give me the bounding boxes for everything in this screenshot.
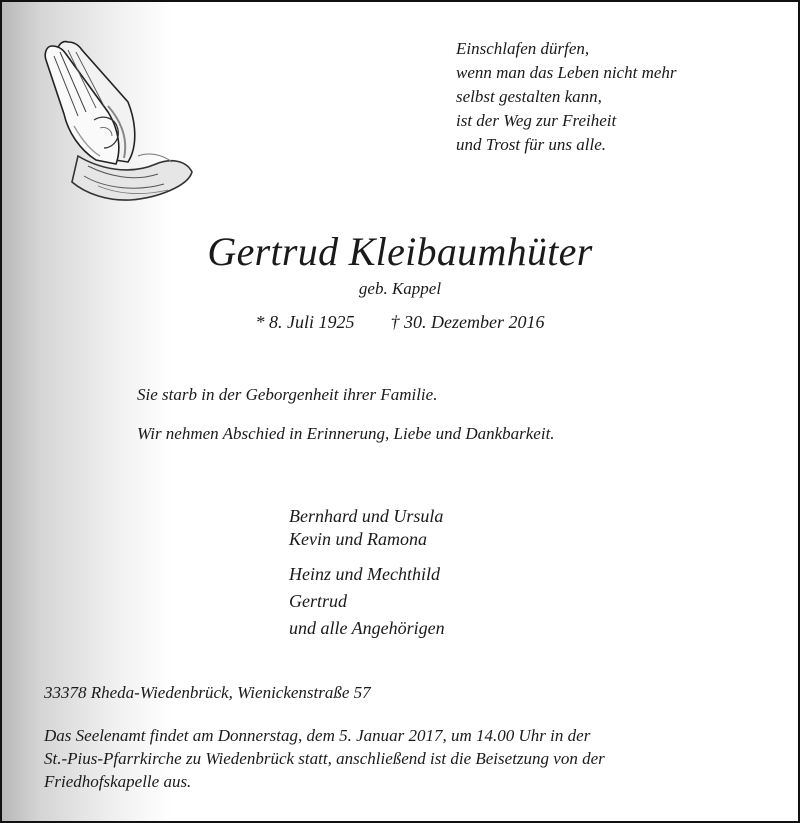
- family-address: 33378 Rheda-Wiedenbrück, Wienickenstraße 57: [44, 683, 371, 702]
- maiden-name: geb. Kappel: [358, 279, 442, 298]
- death-date: † 30. Dezember 2016: [390, 312, 545, 332]
- poem-line: ist der Weg zur Freiheit: [456, 111, 617, 130]
- birth-date: * 8. Juli 1925: [255, 312, 355, 332]
- mourner-name: Bernhard und Ursula: [289, 506, 444, 526]
- notice-line: St.-Pius-Pfarrkirche zu Wiedenbrück statt, anschließend ist die Beisetzung von der: [44, 749, 605, 768]
- mourner-name: Gertrud: [289, 591, 347, 611]
- poem-line: wenn man das Leben nicht mehr: [456, 63, 677, 82]
- message-line-1: Sie starb in der Geborgenheit ihrer Familie.: [137, 385, 438, 404]
- deceased-name: Gertrud Kleibaumhüter: [207, 229, 593, 274]
- life-dates: [2, 310, 798, 334]
- message-line-2: Wir nehmen Abschied in Erinnerung, Liebe und Dankbarkeit.: [137, 424, 555, 443]
- poem-line: und Trost für uns alle.: [456, 135, 607, 154]
- mourner-name: Heinz und Mechthild: [289, 564, 440, 584]
- service-notice: [44, 724, 764, 793]
- poem: [456, 37, 677, 157]
- praying-hands-icon: [38, 36, 194, 204]
- poem-line: selbst gestalten kann,: [456, 87, 602, 106]
- mourner-name: Kevin und Ramona: [289, 529, 427, 549]
- poem-line: Einschlafen dürfen,: [456, 39, 590, 58]
- mourner-name: und alle Angehörigen: [289, 618, 445, 638]
- notice-line: Das Seelenamt findet am Donnerstag, dem 5. Januar 2017, um 14.00 Uhr in der: [44, 726, 591, 745]
- notice-line: Friedhofskapelle aus.: [44, 772, 192, 791]
